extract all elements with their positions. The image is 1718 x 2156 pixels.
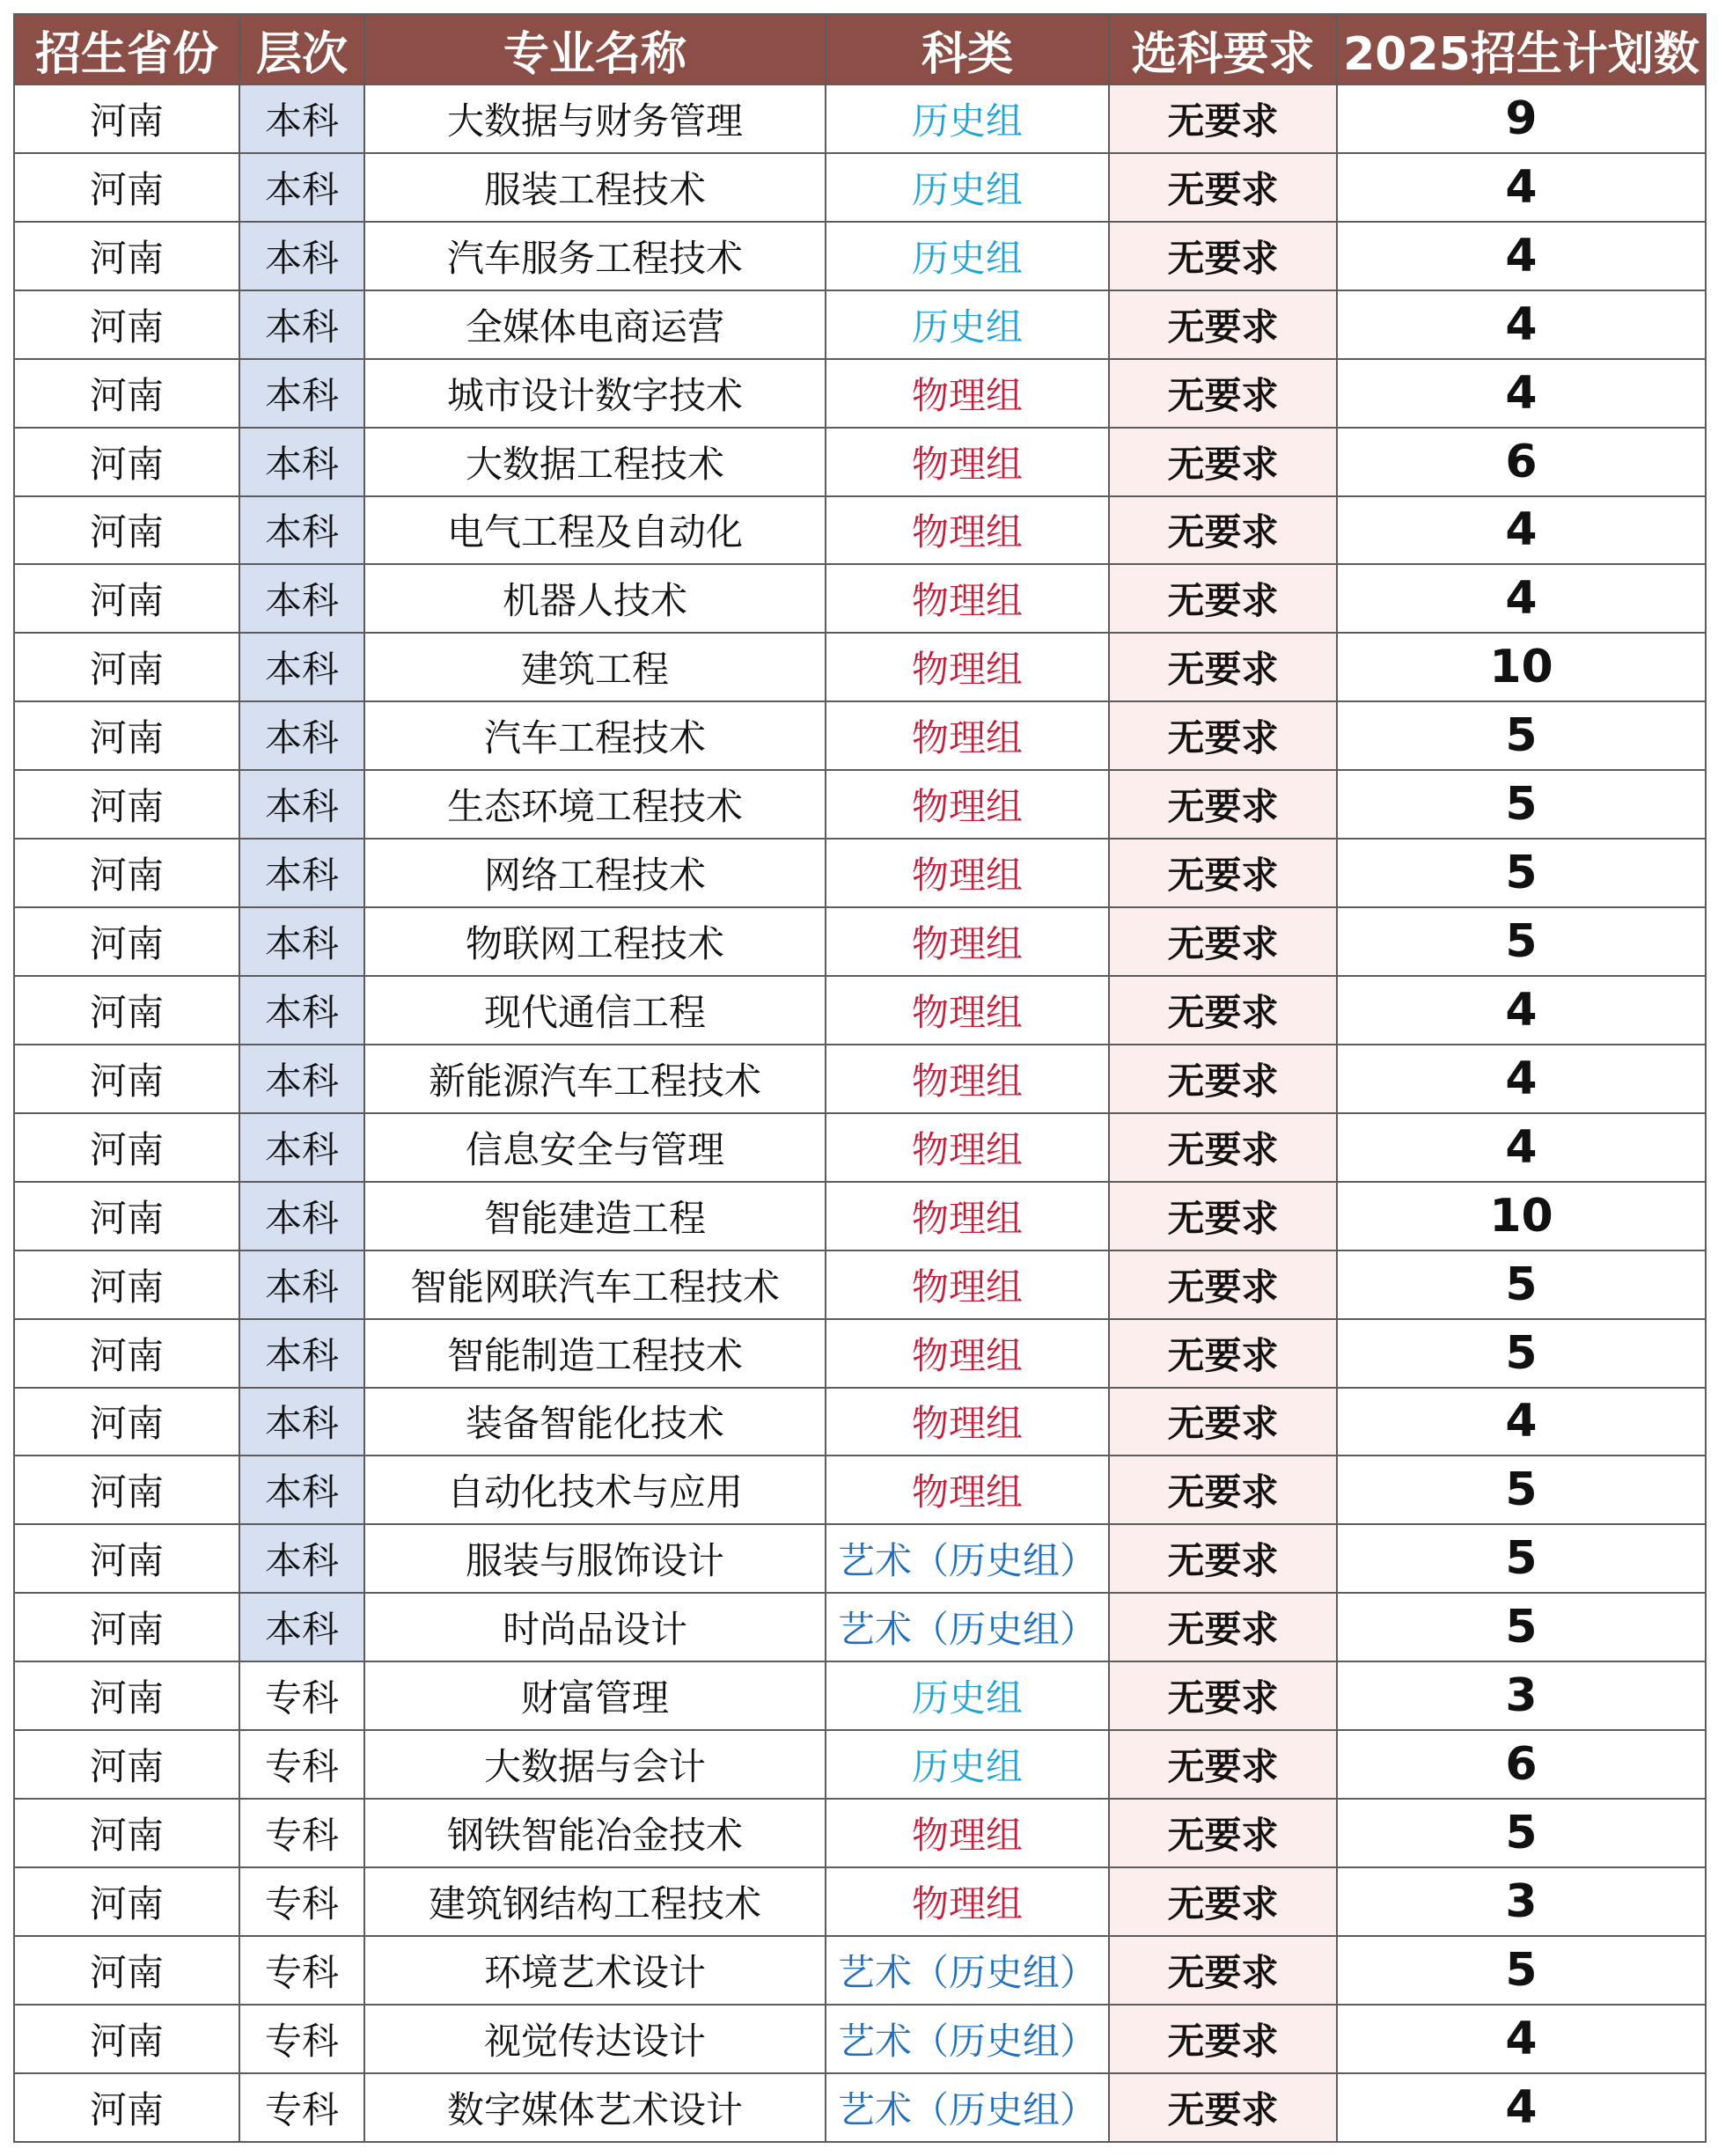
table-row <box>14 1113 1706 1182</box>
subject-requirement-cell: 无要求 <box>1109 770 1337 839</box>
subject-requirement-cell: 无要求 <box>1109 1524 1337 1593</box>
table-row <box>14 839 1706 907</box>
subject-requirement-cell: 无要求 <box>1109 1456 1337 1524</box>
table-row <box>14 1867 1706 1936</box>
table-row <box>14 701 1706 770</box>
subject-requirement-cell: 无要求 <box>1109 428 1337 496</box>
province-cell: 河南 <box>14 633 239 701</box>
subject-requirement-cell: 无要求 <box>1109 1661 1337 1730</box>
province-cell: 河南 <box>14 1182 239 1250</box>
subject-category-cell: 物理组 <box>826 1867 1109 1936</box>
major-name-cell: 大数据与会计 <box>364 1730 826 1799</box>
table-row <box>14 1524 1706 1593</box>
plan-count-cell: 5 <box>1337 1250 1706 1319</box>
major-name-cell: 电气工程及自动化 <box>364 496 826 565</box>
province-cell: 河南 <box>14 290 239 359</box>
major-name-cell: 钢铁智能冶金技术 <box>364 1799 826 1867</box>
level-cell: 本科 <box>239 701 364 770</box>
major-name-cell: 服装与服饰设计 <box>364 1524 826 1593</box>
plan-count-cell: 5 <box>1337 1799 1706 1867</box>
subject-requirement-cell: 无要求 <box>1109 153 1337 222</box>
level-cell: 本科 <box>239 1045 364 1113</box>
table-row <box>14 1456 1706 1524</box>
province-cell: 河南 <box>14 2005 239 2073</box>
header-row <box>14 14 1706 84</box>
subject-category-cell: 物理组 <box>826 564 1109 633</box>
major-name-cell: 生态环境工程技术 <box>364 770 826 839</box>
table-row <box>14 1182 1706 1250</box>
province-cell: 河南 <box>14 1045 239 1113</box>
level-cell: 专科 <box>239 1936 364 2005</box>
major-name-cell: 智能制造工程技术 <box>364 1319 826 1388</box>
header-major: 专业名称 <box>364 14 826 84</box>
major-name-cell: 全媒体电商运营 <box>364 290 826 359</box>
subject-requirement-cell: 无要求 <box>1109 1867 1337 1936</box>
province-cell: 河南 <box>14 153 239 222</box>
level-cell: 专科 <box>239 1799 364 1867</box>
subject-category-cell: 物理组 <box>826 359 1109 428</box>
plan-count-cell: 4 <box>1337 1113 1706 1182</box>
level-cell: 本科 <box>239 84 364 153</box>
plan-count-cell: 4 <box>1337 1045 1706 1113</box>
subject-requirement-cell: 无要求 <box>1109 633 1337 701</box>
province-cell: 河南 <box>14 222 239 290</box>
major-name-cell: 大数据工程技术 <box>364 428 826 496</box>
level-cell: 本科 <box>239 1319 364 1388</box>
province-cell: 河南 <box>14 1799 239 1867</box>
subject-category-cell: 历史组 <box>826 222 1109 290</box>
table-row <box>14 359 1706 428</box>
major-name-cell: 城市设计数字技术 <box>364 359 826 428</box>
major-name-cell: 建筑工程 <box>364 633 826 701</box>
province-cell: 河南 <box>14 1867 239 1936</box>
table-row <box>14 633 1706 701</box>
table-row <box>14 1045 1706 1113</box>
plan-count-cell: 5 <box>1337 1524 1706 1593</box>
table-row <box>14 1250 1706 1319</box>
major-name-cell: 物联网工程技术 <box>364 907 826 976</box>
table-row <box>14 153 1706 222</box>
major-name-cell: 智能建造工程 <box>364 1182 826 1250</box>
plan-count-cell: 4 <box>1337 153 1706 222</box>
table-row <box>14 564 1706 633</box>
plan-count-cell: 5 <box>1337 770 1706 839</box>
plan-count-cell: 10 <box>1337 633 1706 701</box>
province-cell: 河南 <box>14 84 239 153</box>
level-cell: 本科 <box>239 976 364 1045</box>
subject-category-cell: 物理组 <box>826 839 1109 907</box>
table-row <box>14 84 1706 153</box>
table-row <box>14 1388 1706 1456</box>
subject-category-cell: 艺术（历史组） <box>826 1593 1109 1661</box>
plan-count-cell: 5 <box>1337 1456 1706 1524</box>
header-province: 招生省份 <box>14 14 239 84</box>
level-cell: 本科 <box>239 428 364 496</box>
subject-requirement-cell: 无要求 <box>1109 839 1337 907</box>
province-cell: 河南 <box>14 770 239 839</box>
plan-count-cell: 4 <box>1337 2005 1706 2073</box>
level-cell: 本科 <box>239 290 364 359</box>
level-cell: 本科 <box>239 1524 364 1593</box>
level-cell: 专科 <box>239 2005 364 2073</box>
header-subject-category: 科类 <box>826 14 1109 84</box>
plan-count-cell: 5 <box>1337 907 1706 976</box>
subject-category-cell: 物理组 <box>826 1456 1109 1524</box>
table-row <box>14 1661 1706 1730</box>
subject-category-cell: 艺术（历史组） <box>826 2005 1109 2073</box>
subject-category-cell: 艺术（历史组） <box>826 1936 1109 2005</box>
province-cell: 河南 <box>14 1388 239 1456</box>
subject-requirement-cell: 无要求 <box>1109 2005 1337 2073</box>
major-name-cell: 服装工程技术 <box>364 153 826 222</box>
province-cell: 河南 <box>14 1319 239 1388</box>
plan-count-cell: 4 <box>1337 290 1706 359</box>
province-cell: 河南 <box>14 1936 239 2005</box>
subject-requirement-cell: 无要求 <box>1109 1730 1337 1799</box>
subject-category-cell: 物理组 <box>826 1319 1109 1388</box>
plan-count-cell: 10 <box>1337 1182 1706 1250</box>
major-name-cell: 机器人技术 <box>364 564 826 633</box>
major-name-cell: 新能源汽车工程技术 <box>364 1045 826 1113</box>
table-row <box>14 496 1706 565</box>
table-row <box>14 1593 1706 1661</box>
plan-count-cell: 4 <box>1337 222 1706 290</box>
subject-category-cell: 历史组 <box>826 153 1109 222</box>
level-cell: 本科 <box>239 153 364 222</box>
level-cell: 本科 <box>239 1388 364 1456</box>
subject-requirement-cell: 无要求 <box>1109 1388 1337 1456</box>
subject-requirement-cell: 无要求 <box>1109 84 1337 153</box>
table-row <box>14 1319 1706 1388</box>
subject-requirement-cell: 无要求 <box>1109 1045 1337 1113</box>
subject-category-cell: 历史组 <box>826 290 1109 359</box>
subject-requirement-cell: 无要求 <box>1109 290 1337 359</box>
level-cell: 本科 <box>239 496 364 565</box>
subject-requirement-cell: 无要求 <box>1109 907 1337 976</box>
level-cell: 本科 <box>239 1113 364 1182</box>
subject-requirement-cell: 无要求 <box>1109 359 1337 428</box>
plan-count-cell: 5 <box>1337 1936 1706 2005</box>
province-cell: 河南 <box>14 1593 239 1661</box>
table-row <box>14 1730 1706 1799</box>
major-name-cell: 智能网联汽车工程技术 <box>364 1250 826 1319</box>
table-row <box>14 976 1706 1045</box>
province-cell: 河南 <box>14 564 239 633</box>
province-cell: 河南 <box>14 839 239 907</box>
level-cell: 本科 <box>239 1456 364 1524</box>
level-cell: 专科 <box>239 1661 364 1730</box>
subject-category-cell: 物理组 <box>826 1113 1109 1182</box>
subject-requirement-cell: 无要求 <box>1109 564 1337 633</box>
subject-category-cell: 历史组 <box>826 1661 1109 1730</box>
province-cell: 河南 <box>14 907 239 976</box>
subject-requirement-cell: 无要求 <box>1109 1593 1337 1661</box>
subject-category-cell: 物理组 <box>826 770 1109 839</box>
level-cell: 专科 <box>239 2073 364 2142</box>
subject-requirement-cell: 无要求 <box>1109 2073 1337 2142</box>
subject-requirement-cell: 无要求 <box>1109 1319 1337 1388</box>
plan-count-cell: 6 <box>1337 428 1706 496</box>
province-cell: 河南 <box>14 1661 239 1730</box>
table-header <box>14 14 1706 84</box>
subject-requirement-cell: 无要求 <box>1109 1250 1337 1319</box>
level-cell: 本科 <box>239 222 364 290</box>
level-cell: 本科 <box>239 1182 364 1250</box>
subject-category-cell: 物理组 <box>826 1388 1109 1456</box>
table-row <box>14 907 1706 976</box>
subject-category-cell: 物理组 <box>826 1182 1109 1250</box>
subject-category-cell: 物理组 <box>826 976 1109 1045</box>
plan-count-cell: 4 <box>1337 359 1706 428</box>
major-name-cell: 建筑钢结构工程技术 <box>364 1867 826 1936</box>
plan-count-cell: 5 <box>1337 701 1706 770</box>
subject-requirement-cell: 无要求 <box>1109 1799 1337 1867</box>
level-cell: 专科 <box>239 1867 364 1936</box>
province-cell: 河南 <box>14 1113 239 1182</box>
plan-count-cell: 9 <box>1337 84 1706 153</box>
table-row <box>14 290 1706 359</box>
subject-category-cell: 艺术（历史组） <box>826 2073 1109 2142</box>
level-cell: 本科 <box>239 839 364 907</box>
major-name-cell: 装备智能化技术 <box>364 1388 826 1456</box>
table-row <box>14 428 1706 496</box>
province-cell: 河南 <box>14 359 239 428</box>
level-cell: 本科 <box>239 564 364 633</box>
level-cell: 本科 <box>239 359 364 428</box>
province-cell: 河南 <box>14 428 239 496</box>
major-name-cell: 汽车服务工程技术 <box>364 222 826 290</box>
level-cell: 专科 <box>239 1730 364 1799</box>
plan-count-cell: 4 <box>1337 976 1706 1045</box>
subject-category-cell: 物理组 <box>826 1250 1109 1319</box>
province-cell: 河南 <box>14 2073 239 2142</box>
subject-requirement-cell: 无要求 <box>1109 1182 1337 1250</box>
subject-category-cell: 物理组 <box>826 428 1109 496</box>
plan-count-cell: 5 <box>1337 1593 1706 1661</box>
table-row <box>14 770 1706 839</box>
subject-requirement-cell: 无要求 <box>1109 496 1337 565</box>
major-name-cell: 现代通信工程 <box>364 976 826 1045</box>
major-name-cell: 网络工程技术 <box>364 839 826 907</box>
plan-count-cell: 4 <box>1337 2073 1706 2142</box>
subject-category-cell: 物理组 <box>826 1045 1109 1113</box>
plan-count-cell: 3 <box>1337 1867 1706 1936</box>
major-name-cell: 信息安全与管理 <box>364 1113 826 1182</box>
subject-category-cell: 物理组 <box>826 701 1109 770</box>
plan-count-cell: 5 <box>1337 1319 1706 1388</box>
level-cell: 本科 <box>239 770 364 839</box>
plan-count-cell: 4 <box>1337 496 1706 565</box>
subject-requirement-cell: 无要求 <box>1109 1113 1337 1182</box>
table-row <box>14 222 1706 290</box>
subject-category-cell: 历史组 <box>826 1730 1109 1799</box>
province-cell: 河南 <box>14 1456 239 1524</box>
plan-count-cell: 5 <box>1337 839 1706 907</box>
subject-category-cell: 物理组 <box>826 907 1109 976</box>
header-level: 层次 <box>239 14 364 84</box>
subject-requirement-cell: 无要求 <box>1109 976 1337 1045</box>
major-name-cell: 汽车工程技术 <box>364 701 826 770</box>
plan-count-cell: 3 <box>1337 1661 1706 1730</box>
province-cell: 河南 <box>14 496 239 565</box>
major-name-cell: 自动化技术与应用 <box>364 1456 826 1524</box>
table-row <box>14 2073 1706 2142</box>
table-row <box>14 2005 1706 2073</box>
table-row <box>14 1936 1706 2005</box>
subject-category-cell: 艺术（历史组） <box>826 1524 1109 1593</box>
table-body <box>14 84 1706 2142</box>
major-name-cell: 大数据与财务管理 <box>364 84 826 153</box>
level-cell: 本科 <box>239 907 364 976</box>
header-subject-requirement: 选科要求 <box>1109 14 1337 84</box>
major-name-cell: 视觉传达设计 <box>364 2005 826 2073</box>
enrollment-plan-table <box>13 13 1707 2143</box>
major-name-cell: 财富管理 <box>364 1661 826 1730</box>
subject-requirement-cell: 无要求 <box>1109 701 1337 770</box>
major-name-cell: 环境艺术设计 <box>364 1936 826 2005</box>
level-cell: 本科 <box>239 1250 364 1319</box>
table-row <box>14 1799 1706 1867</box>
plan-count-cell: 4 <box>1337 564 1706 633</box>
subject-category-cell: 历史组 <box>826 84 1109 153</box>
subject-category-cell: 物理组 <box>826 1799 1109 1867</box>
major-name-cell: 数字媒体艺术设计 <box>364 2073 826 2142</box>
plan-count-cell: 4 <box>1337 1388 1706 1456</box>
header-plan-count: 2025招生计划数 <box>1337 14 1706 84</box>
subject-requirement-cell: 无要求 <box>1109 1936 1337 2005</box>
province-cell: 河南 <box>14 1250 239 1319</box>
level-cell: 本科 <box>239 633 364 701</box>
province-cell: 河南 <box>14 976 239 1045</box>
major-name-cell: 时尚品设计 <box>364 1593 826 1661</box>
subject-requirement-cell: 无要求 <box>1109 222 1337 290</box>
subject-category-cell: 物理组 <box>826 633 1109 701</box>
province-cell: 河南 <box>14 1730 239 1799</box>
subject-category-cell: 物理组 <box>826 496 1109 565</box>
plan-count-cell: 6 <box>1337 1730 1706 1799</box>
level-cell: 本科 <box>239 1593 364 1661</box>
province-cell: 河南 <box>14 1524 239 1593</box>
province-cell: 河南 <box>14 701 239 770</box>
